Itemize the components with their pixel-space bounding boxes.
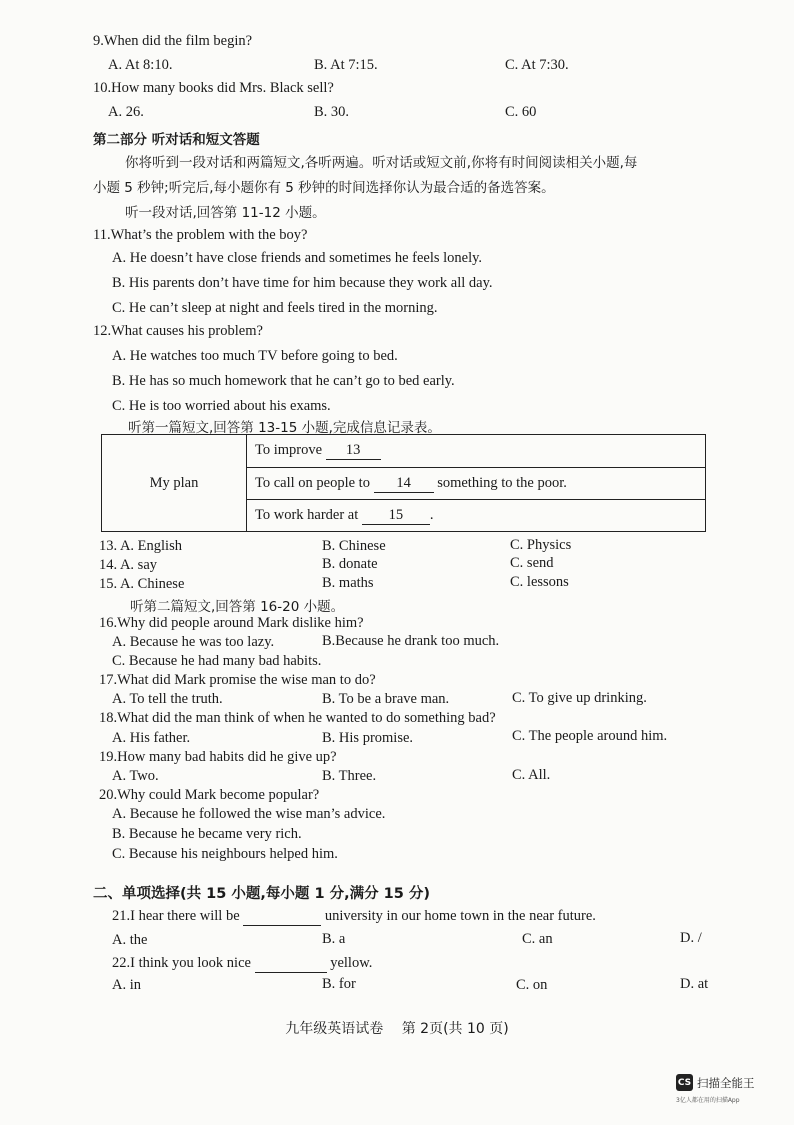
question-15-option-a: 15. A. Chinese: [99, 576, 185, 592]
question-12-option-c: C. He is too worried about his exams.: [112, 398, 331, 414]
question-16-option-a: A. Because he was too lazy.: [112, 634, 275, 650]
question-9-option-b: B. At 7:15.: [314, 57, 378, 73]
blank-14: 14: [374, 475, 434, 493]
question-21-blank: [243, 908, 321, 926]
page-footer: 九年级英语试卷 第 2页(共 10 页): [285, 1021, 509, 1037]
question-22-option-d: D. at: [680, 976, 709, 992]
question-21-stem-start: 21.I hear there will be: [112, 908, 240, 924]
scanner-logo: [676, 1074, 755, 1091]
blank-15: 15: [362, 507, 430, 525]
question-17-option-a: A. To tell the truth.: [112, 691, 223, 707]
question-22-option-c: C. on: [516, 977, 548, 993]
question-12-stem: 12.What causes his problem?: [93, 323, 263, 339]
table-row-2: [247, 468, 706, 500]
scanner-tagline: 3亿人都在用的扫描App: [676, 1097, 740, 1104]
question-21-stem: [112, 908, 596, 926]
question-16-option-c: C. Because he had many bad habits.: [112, 653, 322, 669]
table-label: My plan: [102, 435, 247, 532]
question-15-option-c: C. lessons: [510, 574, 569, 590]
question-18-option-a: A. His father.: [112, 730, 191, 746]
question-22-blank: [255, 955, 327, 973]
scanner-app-name: 扫描全能王: [697, 1075, 755, 1090]
question-13-option-a: 13. A. English: [99, 538, 182, 554]
row2-text: To call on people to: [255, 474, 370, 491]
question-14-option-b: B. donate: [322, 556, 378, 572]
question-11-stem: 11.What’s the problem with the boy?: [93, 227, 308, 243]
question-19-stem: 19.How many bad habits did he give up?: [99, 749, 337, 765]
dialogue-instruction: 听一段对话,回答第 11-12 小题。: [125, 205, 326, 221]
question-17-option-c: C. To give up drinking.: [512, 690, 647, 706]
question-22-stem: [112, 955, 372, 973]
question-18-option-c: C. The people around him.: [512, 728, 668, 744]
question-21-option-a: A. the: [112, 932, 148, 948]
passage1-instruction: 听第一篇短文,回答第 13-15 小题,完成信息记录表。: [128, 420, 441, 436]
question-9-stem: 9.When did the film begin?: [93, 33, 253, 49]
question-12-option-b: B. He has so much homework that he can’t go to bed early.: [112, 373, 455, 389]
question-17-stem: 17.What did Mark promise the wise man to do?: [99, 672, 376, 688]
question-17-option-b: B. To be a brave man.: [322, 691, 450, 707]
question-19-option-a: A. Two.: [112, 768, 159, 784]
question-9-option-c: C. At 7:30.: [505, 57, 569, 73]
question-14-option-a: 14. A. say: [99, 557, 157, 573]
question-9-option-a: A. At 8:10.: [108, 57, 173, 73]
question-11-option-b: B. His parents don’t have time for him because they work all day.: [112, 275, 493, 291]
question-21-option-b: B. a: [322, 931, 346, 947]
row1-text: To improve: [255, 442, 323, 458]
question-11-option-c: C. He can’t sleep at night and feels tired in the morning.: [112, 300, 438, 316]
question-10-stem: 10.How many books did Mrs. Black sell?: [93, 80, 334, 96]
question-18-stem: 18.What did the man think of when he wanted to do something bad?: [99, 710, 496, 726]
question-10-option-b: B. 30.: [314, 104, 350, 120]
part2-intro-line2: 小题 5 秒钟;听完后,每小题你有 5 秒钟的时间选择你认为最合适的备选答案。: [93, 180, 555, 196]
row3-text-end: .: [429, 506, 434, 523]
question-22-stem-start: 22.I think you look nice: [112, 955, 251, 971]
question-13-option-b: B. Chinese: [322, 538, 386, 554]
row3-text: To work harder at: [255, 506, 359, 523]
blank-13: 13: [326, 442, 381, 460]
table-row-3: [247, 500, 706, 532]
info-record-table: [101, 434, 706, 532]
question-22-option-a: A. in: [112, 977, 141, 993]
question-20-option-c: C. Because his neighbours helped him.: [112, 846, 338, 862]
question-20-stem: 20.Why could Mark become popular?: [99, 787, 320, 803]
question-16-stem: 16.Why did people around Mark dislike him?: [99, 615, 364, 631]
part2-heading: 第二部分 听对话和短文答题: [93, 132, 260, 148]
question-18-option-b: B. His promise.: [322, 730, 414, 746]
question-22-option-b: B. for: [322, 976, 356, 992]
question-11-option-a: A. He doesn’t have close friends and sometimes he feels lonely.: [112, 250, 483, 266]
question-14-option-c: C. send: [510, 555, 554, 571]
question-19-option-c: C. All.: [512, 767, 551, 783]
question-20-option-a: A. Because he followed the wise man’s advice.: [112, 806, 386, 822]
cs-logo-icon: CS: [676, 1074, 693, 1091]
passage2-instruction: 听第二篇短文,回答第 16-20 小题。: [130, 599, 345, 615]
question-10-option-a: A. 26.: [108, 104, 144, 120]
question-21-stem-end: university in our home town in the near future.: [324, 908, 596, 924]
question-21-option-d: D. /: [680, 930, 702, 946]
question-19-option-b: B. Three.: [322, 768, 377, 784]
row2-text-end: something to the poor.: [437, 474, 567, 491]
question-20-option-b: B. Because he became very rich.: [112, 826, 302, 842]
question-10-option-c: C. 60: [505, 104, 537, 120]
question-13-option-c: C. Physics: [510, 537, 572, 553]
question-15-option-b: B. maths: [322, 575, 374, 591]
table-row-1: [247, 435, 706, 468]
question-21-option-c: C. an: [522, 931, 553, 947]
section2-heading: 二、单项选择(共 15 小题,每小题 1 分,满分 15 分): [93, 886, 431, 902]
question-12-option-a: A. He watches too much TV before going to bed.: [112, 348, 398, 364]
part2-intro-line1: 你将听到一段对话和两篇短文,各听两遍。听对话或短文前,你将有时间阅读相关小题,每: [125, 155, 638, 171]
question-16-option-b: B.Because he drank too much.: [322, 633, 500, 649]
question-22-stem-end: yellow.: [330, 955, 373, 971]
